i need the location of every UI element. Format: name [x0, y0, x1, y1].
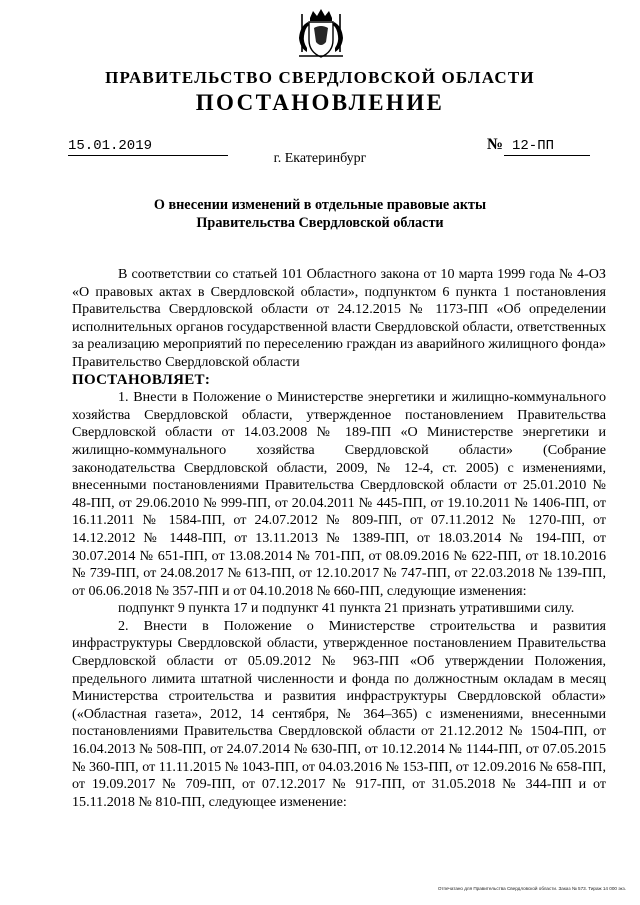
document-type: ПОСТАНОВЛЕНИЕ — [195, 90, 445, 115]
coat-of-arms-icon — [294, 8, 348, 60]
item-1-subparagraph: подпункт 9 пункта 17 и подпункт 41 пункта 21 признать утратившими силу. — [118, 600, 575, 617]
document-body — [72, 266, 606, 811]
heading-line-1: О внесении изменений в отдельные правовые акты — [153, 197, 487, 213]
print-note: Отпечатано для Правительства Свердловской области. Заказ № 573. Тираж 14 000 экз. — [437, 886, 626, 891]
number-sign: № — [487, 136, 504, 153]
government-title: ПРАВИТЕЛЬСТВО СВЕРДЛОВСКОЙ ОБЛАСТИ — [105, 68, 535, 87]
item-2-paragraph: 2. Внести в Положение о Министерстве строительства и развития инфраструктуры Свердловской области, утвержденное постановлением Правительства Свердловской области от 05.09.2012 № 963-ПП «Об утверждении Положения, предельного лимита штатной численности и фонда по должностным окладам в месяц Министерства строительства и развития инфраструктуры Свердловской области» («Областная газета», 2012, 14 сентября, № 364–365) с изменениями, внесенными постановлениями Правительства Свердловской области от 21.12.2012 № 1504-ПП, от 16.04.2013 № 508-ПП, от 24.07.2014 № 630-ПП, от 10.12.2014 № 1144-ПП, от 07.05.2015 № 360-ПП, от 11.11.2015 № 1043-ПП, от 04.03.2016 № 153-ПП, от 12.09.2016 № 658-ПП, от 19.09.2017 № 709-ПП, от 07.12.2017 № 917-ПП, от 31.05.2018 № 344-ПП и от 15.11.2018 № 810-ПП, следующее изменение: — [72, 617, 606, 810]
document-number: 12-ПП — [512, 138, 555, 154]
city: г. Екатеринбург — [273, 151, 367, 166]
intro-paragraph: В соответствии со статьей 101 Областного закона от 10 марта 1999 года № 4-ОЗ «О правовых актах в Свердловской области», подпунктом 6 пункта 1 постановления Правительства Свердловской области от 24.12.2015 № 1173-ПП «Об определении исполнительных органов государственной власти Свердловской области, ответственных за реализацию мероприятий по переселению граждан из аварийного жилищного фонда» Правительство Свердловской области — [72, 266, 606, 370]
resolve-heading: ПОСТАНОВЛЯЕТ: — [72, 371, 211, 388]
item-1-paragraph: 1. Внести в Положение о Министерстве энергетики и жилищно-коммунального хозяйства Свердловской области, утвержденное постановлением Правительства Свердловской области от 14.03.2008 № 189-ПП «О Министерстве энергетики и жилищно-коммунального хозяйства Свердловской области» (Собрание законодательства Свердловской области, 2009, № 12-4, ст. 2005) с изменениями, внесенными постановлениями Правительства Свердловской области от 25.01.2010 № 48-ПП, от 29.06.2010 № 999-ПП, от 20.04.2011 № 445-ПП, от 19.10.2011 № 1406-ПП, от 16.11.2011 № 1584-ПП, от 24.07.2012 № 809-ПП, от 07.11.2012 № 1270-ПП, от 14.12.2012 № 1448-ПП, от 13.11.2013 № 1389-ПП, от 18.03.2014 № 194-ПП, от 30.07.2014 № 651-ПП, от 13.08.2014 № 701-ПП, от 08.09.2016 № 622-ПП, от 18.10.2016 № 739-ПП, от 24.08.2017 № 613-ПП, от 12.10.2017 № 747-ПП, от 22.03.2018 № 139-ПП, от 06.06.2018 № 357-ПП и от 04.10.2018 № 660-ПП, следующие изменения: — [72, 389, 606, 599]
heading-line-2: Правительства Свердловской области — [196, 215, 444, 231]
document-heading — [0, 196, 640, 232]
document-date: 15.01.2019 — [68, 138, 153, 154]
